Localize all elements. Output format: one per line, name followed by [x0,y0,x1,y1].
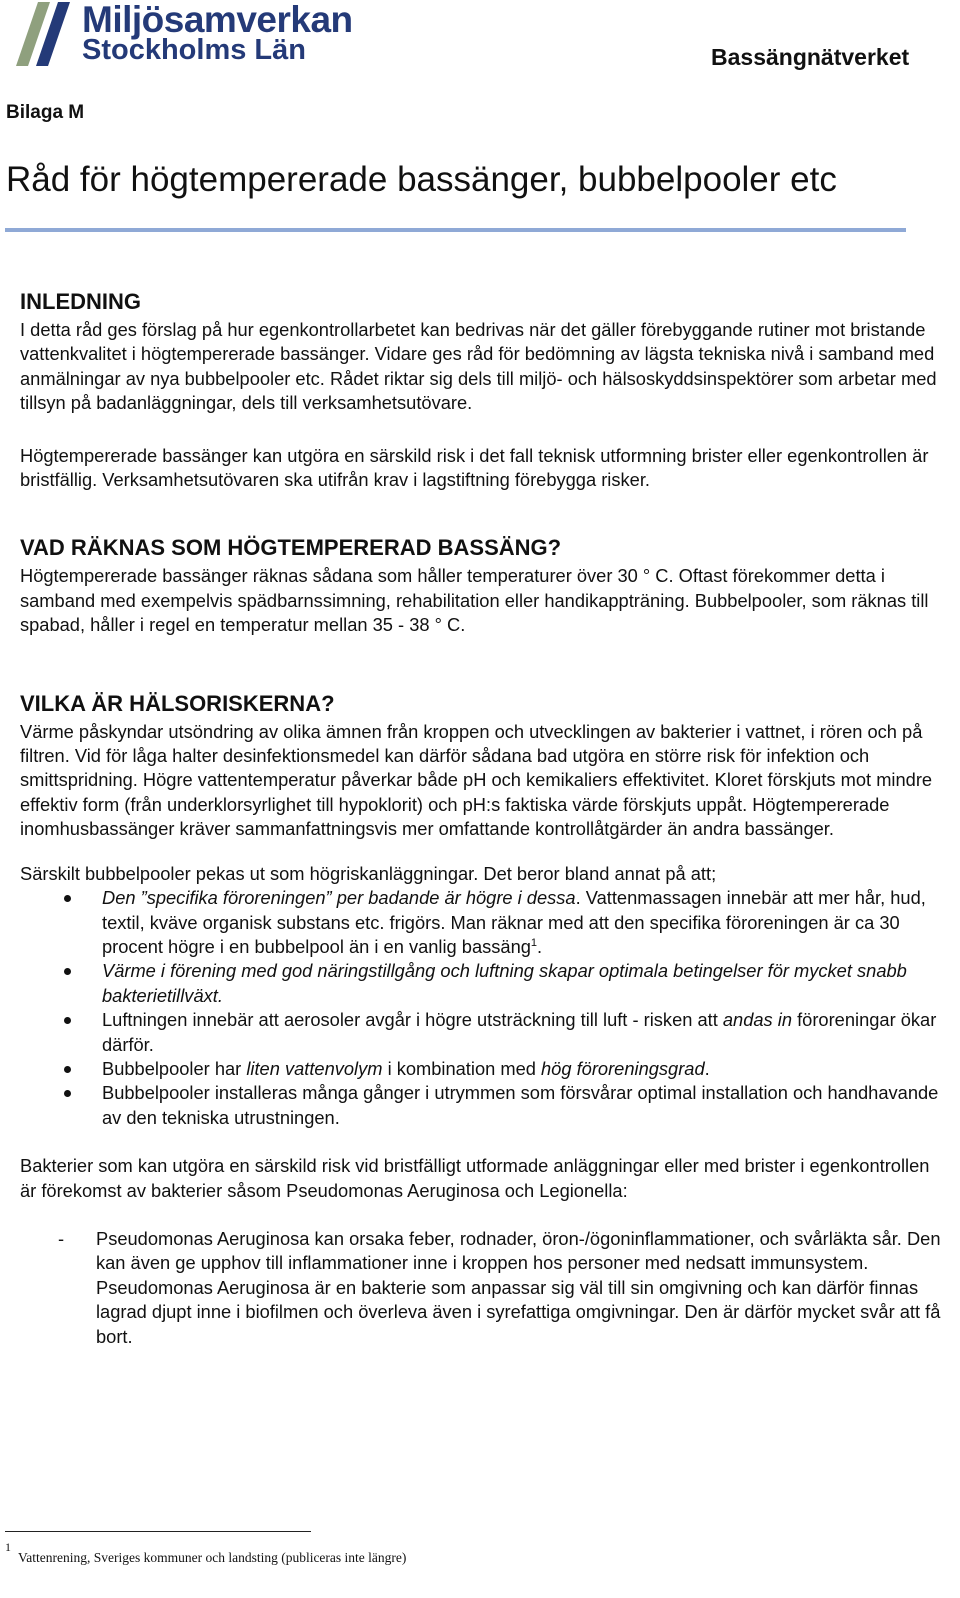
title-divider [5,228,906,232]
list-item: Bubbelpooler installeras många gånger i utrymmen som försvårar optimal installation och handhavande av den tekniska utrustningen. [20,1081,945,1130]
risks-paragraph-2: Särskilt bubbelpooler pekas ut som högriskanläggningar. Det beror bland annat på att; [20,862,717,884]
list-item: Den ”specifika föroreningen” per badande är högre i dessa. Vattenmassagen innebär att mer hår, hud, textil, kväve organisk substans etc. frigörs. Man räknar med att den specifika föroreningen är ca 30 procent högre i en bubbelpool än i en vanlig bassäng$^1$. [20,886,945,959]
list-item [20,1227,945,1349]
intro-paragraph-1: I detta råd ges förslag på hur egenkontrollarbetet kan bedrivas när det gäller förebyggande rutiner mot bristande vattenkvalitet i högtempererade bassänger. Vidare ges råd för bedömning av lägsta tekniska nivå i samband med anmälningar av nya bubbelpooler etc. Rådet riktar sig dels till miljö- och hälsoskyddsinspektörer som arbetar med tillsyn på badanläggningar, dels till verksamhetsutövare. [20,319,937,414]
risk-factor-list [20,886,945,1130]
pseudomonas-text: Pseudomonas Aeruginosa kan orsaka feber, rodnader, öron-/ögoninflammationer, och svårläkta sår. Den kan även ge upphov till inflammationer inne i kroppen hos personer med nedsatt immunsystem. Pseudomonas Aeruginosa är en bakterie som anpassar sig väl till sin omgivning och kan därför finnas lagrad djupt inne i biofilmen och överleva även i syrefattiga omgivningar. Den är därför mycket svår att få bort. [96,1227,941,1347]
risks-paragraph-3: Bakterier som kan utgöra en särskild risk vid bristfälligt utformade anläggningar eller med brister i egenkontrollen är förekomst av bakterier såsom Pseudomonas Aeruginosa och Legionella: [20,1155,930,1201]
intro-paragraph-2: Högtempererade bassänger kan utgöra en särskild risk i det fall teknisk utformning brister eller egenkontrollen är bristfällig. Verksamhetsutövaren ska utifrån krav i lagstiftning förebygga risker. [20,444,929,491]
list-item: Bubbelpooler har liten vattenvolym i kombination med hög föroreningsgrad. [20,1057,945,1081]
list-item: Luftningen innebär att aerosoler avgår i högre utsträckning till luft - risken att andas in föroreningar ökar därför. [20,1008,945,1057]
footnote-divider [5,1531,311,1532]
risks-heading: VILKA ÄR HÄLSORISKERNA? [20,690,335,716]
definition-heading: VAD RÄKNAS SOM HÖGTEMPERERAD BASSÄNG? [20,535,562,561]
bullet-icon [64,895,71,902]
network-title: Bassängnätverket [711,44,910,70]
list-item: Värme i förening med god näringstillgång och luftning skapar optimala betingelser för mycket snabb bakterietillväxt. [20,959,945,1008]
intro-heading: INLEDNING [20,289,141,314]
logo-stripes-icon [14,2,78,66]
bullet-icon [64,1066,71,1073]
annex-label: Bilaga M [6,102,85,123]
footnote-text: Vattenrening, Sveriges kommuner och landsting (publiceras inte längre) [18,1550,407,1565]
document-title: Råd för högtempererade bassänger, bubbelpooler etc [6,160,837,199]
logo-text-line1: Miljösamverkan [82,0,353,40]
document-body [20,286,945,1349]
logo-text-line2: Stockholms Län [82,34,306,66]
footnote-ref: 1 [530,936,538,949]
bullet-icon [64,1090,71,1097]
logo-mark [14,2,78,66]
bullet-icon [64,1017,71,1024]
dash-marker: - [58,1227,65,1249]
bullet-icon [64,968,71,975]
risks-paragraph-1: Värme påskyndar utsöndring av olika ämnen från kroppen och utvecklingen av bakterier i vattnet, i rören och på filtren. Vid för låga halter desinfektionsmedel kan därför sådana bad utgöra en större risk för infektion och smittspridning. Högre vattentemperatur påverkar både pH och kemikaliers effektivitet. Kloret förskjuts mot mindre effektiv form (från underklorsyrlighet till hypoklorit) och pH:s faktiska värde förskjuts uppåt. Högtempererade inomhusbassänger kräver sammanfattningsvis mer omfattande kontrollåtgärder än andra bassänger. [20,720,933,840]
footnote-number: 1 [5,1540,11,1554]
definition-paragraph: Högtempererade bassänger räknas sådana som håller temperaturer över 30 ° C. Oftast förekommer detta i samband med exempelvis spädbarnssimning, rehabilitation eller handikappträning. Bubbelpooler, som räknas till spabad, håller i regel en temperatur mellan 35 - 38 ° C. [20,565,929,636]
